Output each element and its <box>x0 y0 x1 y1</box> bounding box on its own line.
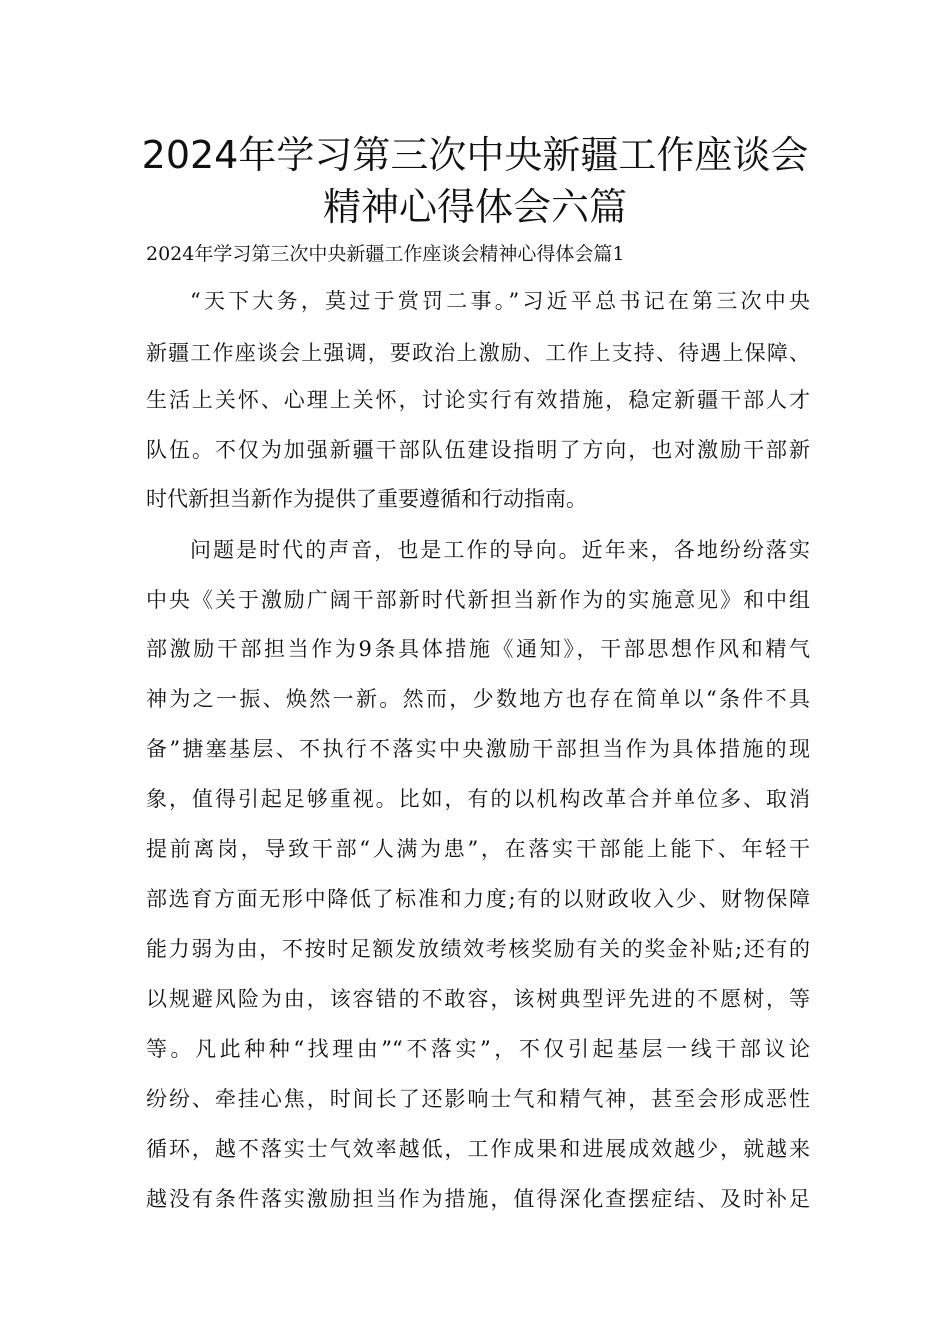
paragraph-line: 等。凡此种种“找理由”“不落实”，不仅引起基层一线干部议论 <box>146 1037 810 1061</box>
paragraph-line: 部激励干部担当作为9条具体措施《通知》，干部思想作风和精气 <box>146 637 810 661</box>
paragraph-line: 备”搪塞基层、不执行不落实中央激励干部担当作为具体措施的现 <box>146 737 810 761</box>
section-heading: 2024年学习第三次中央新疆工作座谈会精神心得体会篇1 <box>146 243 625 265</box>
paragraph-line: 中央《关于激励广阔干部新时代新担当新作为的实施意见》和中组 <box>146 588 810 612</box>
paragraph-line: 问题是时代的声音，也是工作的导向。近年来，各地纷纷落实 <box>190 538 810 562</box>
paragraph-line: 时代新担当新作为提供了重要遵循和行动指南。 <box>146 487 587 511</box>
paragraph-line: 提前离岗，导致干部“人满为患”，在落实干部能上能下、年轻干 <box>146 837 810 861</box>
paragraph-line: 越没有条件落实激励担当作为措施，值得深化查摆症结、及时补足 <box>146 1187 810 1211</box>
paragraph-line: 队伍。不仅为加强新疆干部队伍建设指明了方向，也对激励干部新 <box>146 438 810 462</box>
paragraph-line: 纷纷、牵挂心焦，时间长了还影响士气和精气神，甚至会形成恶性 <box>146 1087 810 1111</box>
paragraph-line: 部选育方面无形中降低了标准和力度;有的以财政收入少、财物保障 <box>146 887 810 911</box>
document-title-line-1: 2024年学习第三次中央新疆工作座谈会 <box>141 133 809 177</box>
paragraph-line: 能力弱为由，不按时足额发放绩效考核奖励有关的奖金补贴;还有的 <box>146 937 810 961</box>
paragraph-line: 新疆工作座谈会上强调，要政治上激励、工作上支持、待遇上保障、 <box>146 341 810 365</box>
paragraph-line: 象，值得引起足够重视。比如，有的以机构改革合并单位多、取消 <box>146 787 810 811</box>
paragraph-line: “天下大务，莫过于赏罚二事。”习近平总书记在第三次中央 <box>190 289 810 313</box>
document-title-line-2: 精神心得体会六篇 <box>322 185 627 229</box>
paragraph-line: 神为之一振、焕然一新。然而，少数地方也存在简单以“条件不具 <box>146 687 810 711</box>
paragraph-line: 生活上关怀、心理上关怀，讨论实行有效措施，稳定新疆干部人才 <box>146 388 810 412</box>
paragraph-line: 循环，越不落实士气效率越低，工作成果和进展成效越少，就越来 <box>146 1137 810 1161</box>
paragraph-line: 以规避风险为由，该容错的不敢容，该树典型评先进的不愿树，等 <box>146 987 810 1011</box>
